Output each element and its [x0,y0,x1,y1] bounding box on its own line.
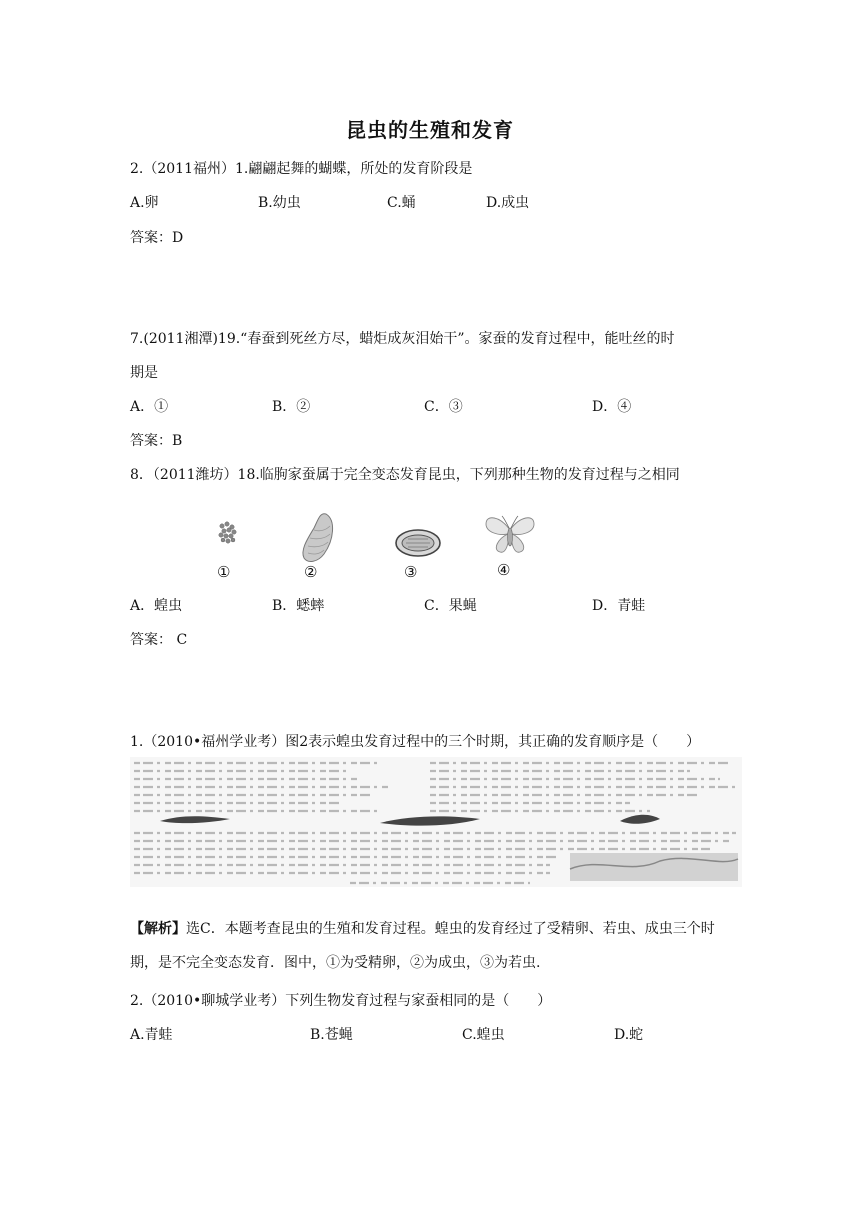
figure-label-4: ④ [497,561,511,579]
figure-label-1: ① [217,563,231,581]
q2-stem-line1: 7.(2011湘潭)19.“春蚕到死丝方尽，蜡炬成灰泪始干”。家蚕的发育过程中，能吐丝的时 [130,331,675,347]
q2-answer: 答案：B [130,433,183,449]
q2-option-a: A．① [130,399,169,415]
q1-option-b: B.幼虫 [258,195,301,211]
q4-stem: 1.（2010•福州学业考）图2表示蝗虫发育过程中的三个时期，其正确的发育顺序是（ ） [130,734,701,750]
silkworm-pupa-cocoon-figure [394,527,442,559]
q1-stem: 2.（2011福州）1.翩翩起舞的蝴蝶，所处的发育阶段是 [130,161,473,177]
q3-option-d: D．青蛙 [592,598,646,614]
page-title: 昆虫的生殖和发育 [346,118,514,142]
q1-answer: 答案：D [130,230,184,246]
figure-label-2: ② [304,563,318,581]
scanned-exam-image [130,757,742,887]
silkworm-moth-figure [480,510,540,560]
q2-option-d: D．④ [592,399,632,415]
q5-option-a: A.青蛙 [130,1027,173,1043]
q1-option-a: A.卵 [130,195,159,211]
q3-stem: 8．（2011潍坊）18.临朐家蚕属于完全变态发育昆虫，下列那种生物的发育过程与之相同 [130,467,680,483]
q5-option-d: D.蛇 [614,1027,644,1043]
q3-option-a: A．蝗虫 [130,598,183,614]
silkworm-larva-figure [296,510,340,566]
q5-option-b: B.苍蝇 [310,1027,353,1043]
q5-stem: 2.（2010•聊城学业考）下列生物发育过程与家蚕相同的是（ ） [130,993,552,1009]
q2-stem-line2: 期是 [130,365,158,381]
silkworm-eggs-figure [210,512,246,552]
q5-option-c: C.蝗虫 [462,1027,505,1043]
figure-label-3: ③ [404,563,418,581]
analysis-tag: 【解析】 [130,921,186,937]
q3-answer: 答案： C [130,632,188,648]
analysis-text: 选C．本题考查昆虫的生殖和发育过程。蝗虫的发育经过了受精卵、若虫、成虫三个时期，是不完全变态发育．图中，①为受精卵，②为成虫，③为若虫. [130,921,715,971]
q2-option-c: C．③ [424,399,463,415]
q1-option-d: D.成虫 [486,195,530,211]
q4-analysis [130,912,740,980]
q3-option-b: B．蟋蟀 [272,598,325,614]
q2-option-b: B．② [272,399,311,415]
q1-option-c: C.蛹 [387,195,416,211]
q3-option-c: C．果蝇 [424,598,477,614]
